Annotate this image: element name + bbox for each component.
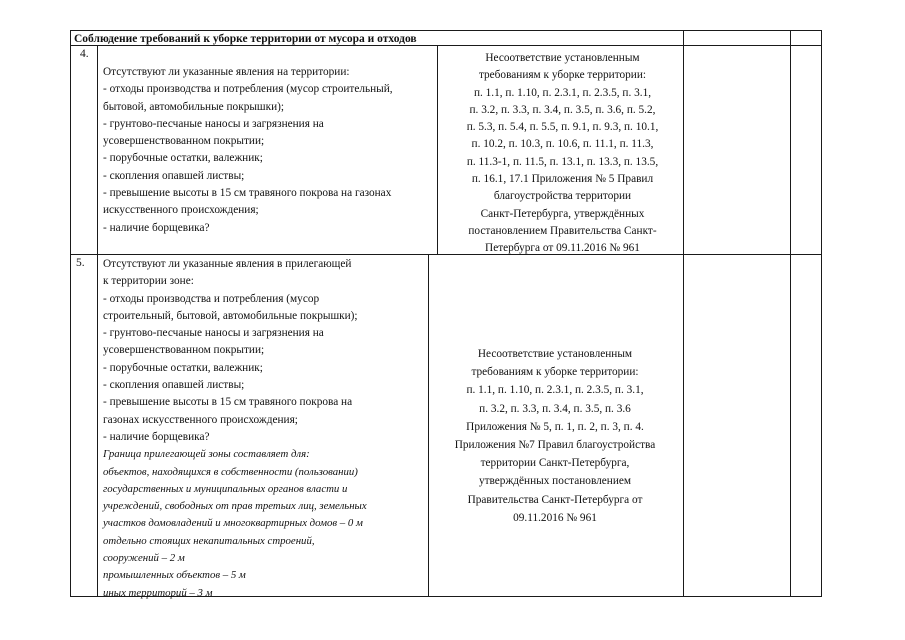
- boundary-note-line: сооружений – 2 м: [103, 552, 185, 565]
- question-line: - превышение высоты в 15 см травяного покрова на газонах: [103, 187, 392, 200]
- requirement-line: утверждённых постановлением: [478, 475, 632, 488]
- question-line: - грунтово-песчаные наносы и загрязнения на: [103, 117, 324, 130]
- column-divider-question-row4: [437, 45, 438, 255]
- requirement-line: территории Санкт-Петербурга,: [480, 457, 630, 470]
- requirement-line: п. 16.1, 17.1 Приложения № 5 Правил: [471, 173, 654, 186]
- question-line: - отходы производства и потребления (мусор: [103, 292, 320, 305]
- requirement-line: п. 11.3-1, п. 11.5, п. 13.1, п. 13.3, п. 13.5,: [466, 155, 659, 168]
- row-number: 4.: [80, 48, 89, 60]
- question-line: усовершенствованном покрытии;: [103, 344, 265, 357]
- boundary-note-line: учреждений, свободных от прав третьих лиц, земельных: [103, 500, 367, 513]
- boundary-note-line: участков домовладений и многоквартирных домов – 0 м: [103, 517, 363, 530]
- requirement-line: п. 10.2, п. 10.3, п. 10.6, п. 11.1, п. 11.3,: [471, 138, 654, 151]
- question-line: усовершенствованном покрытии;: [103, 135, 265, 148]
- boundary-note-line: Граница прилегающей зоны составляет для:: [103, 448, 310, 461]
- requirement-line: Правительства Санкт-Петербурга от: [467, 493, 643, 506]
- question-line: Отсутствуют ли указанные явления на территории:: [103, 66, 350, 78]
- question-line: - скопления опавшей листвы;: [103, 379, 245, 392]
- requirement-line: Несоответствие установленным: [477, 348, 633, 360]
- requirement-line: Приложения №7 Правил благоустройства: [454, 439, 656, 452]
- boundary-note-line: иных территорий – 3 м: [103, 586, 213, 599]
- question-line: - превышение высоты в 15 см травяного покрова на: [103, 396, 353, 409]
- question-line: - грунтово-песчаные наносы и загрязнения на: [103, 327, 324, 340]
- column-divider-question-row5: [428, 254, 429, 597]
- question-line: - отходы производства и потребления (мусор строительный,: [103, 83, 393, 96]
- requirement-line: требованиям к уборке территории:: [471, 366, 639, 379]
- requirement-line: п. 3.2, п. 3.3, п. 3.4, п. 3.5, п. 3.6, п. 5.2,: [469, 103, 656, 116]
- boundary-note-line: отдельно стоящих некапитальных строений,: [103, 534, 315, 547]
- requirement-line: требованиям к уборке территории:: [478, 69, 647, 82]
- row-4-requirement: [440, 50, 685, 258]
- question-line: строительный, бытовой, автомобильные покрышки);: [103, 309, 358, 322]
- requirement-line: п. 1.1, п. 1.10, п. 2.3.1, п. 2.3.5, п. 3.1,: [473, 86, 652, 99]
- column-divider-number: [97, 45, 98, 597]
- question-line: - скопления опавшей листвы;: [103, 169, 245, 182]
- requirement-line: Приложения № 5, п. 1, п. 2, п. 3, п. 4.: [466, 420, 644, 433]
- question-line: - наличие борщевика?: [103, 221, 210, 234]
- boundary-note-line: промышленных объектов – 5 м: [103, 569, 246, 582]
- question-line: - порубочные остатки, валежник;: [103, 152, 263, 165]
- row-5-question: [103, 256, 367, 602]
- question-line: - порубочные остатки, валежник;: [103, 361, 263, 374]
- boundary-note-line: объектов, находящихся в собственности (пользовании): [103, 465, 358, 478]
- question-line: бытовой, автомобильные покрышки);: [103, 100, 285, 113]
- requirement-line: п. 1.1, п. 1.10, п. 2.3.1, п. 2.3.5, п. 3.1,: [466, 384, 644, 397]
- table-right-border: [821, 30, 822, 597]
- question-line: газонах искусственного происхождения;: [103, 413, 298, 426]
- table-top-border: [70, 30, 822, 31]
- requirement-line: п. 3.2, п. 3.3, п. 3.4, п. 3.5, п. 3.6: [479, 402, 631, 415]
- boundary-note-line: государственных и муниципальных органов власти и: [103, 482, 348, 495]
- table-left-border: [70, 30, 71, 597]
- row-4-question: [103, 64, 393, 237]
- question-line: к территории зоне:: [103, 275, 194, 288]
- requirement-line: п. 5.3, п. 5.4, п. 5.5, п. 9.1, п. 9.3, п. 10.1,: [466, 121, 659, 134]
- section-title: Соблюдение требований к уборке территории от мусора и отходов: [74, 33, 417, 45]
- question-line: искусственного происхождения;: [103, 204, 259, 217]
- question-line: Отсутствуют ли указанные явления в прилегающей: [103, 258, 352, 270]
- requirement-line: благоустройства территории: [493, 190, 632, 203]
- requirement-line: Несоответствие установленным: [485, 52, 640, 64]
- requirement-line: Петербурга от 09.11.2016 № 961: [485, 242, 640, 255]
- requirement-line: Санкт-Петербурга, утверждённых: [480, 207, 645, 220]
- question-line: - наличие борщевика?: [103, 430, 210, 443]
- requirement-line: 09.11.2016 № 961: [513, 511, 597, 524]
- column-divider-result: [790, 30, 791, 597]
- row-number: 5.: [76, 257, 85, 269]
- requirement-line: постановлением Правительства Санкт-: [468, 224, 657, 237]
- row-5-requirement: [430, 345, 680, 527]
